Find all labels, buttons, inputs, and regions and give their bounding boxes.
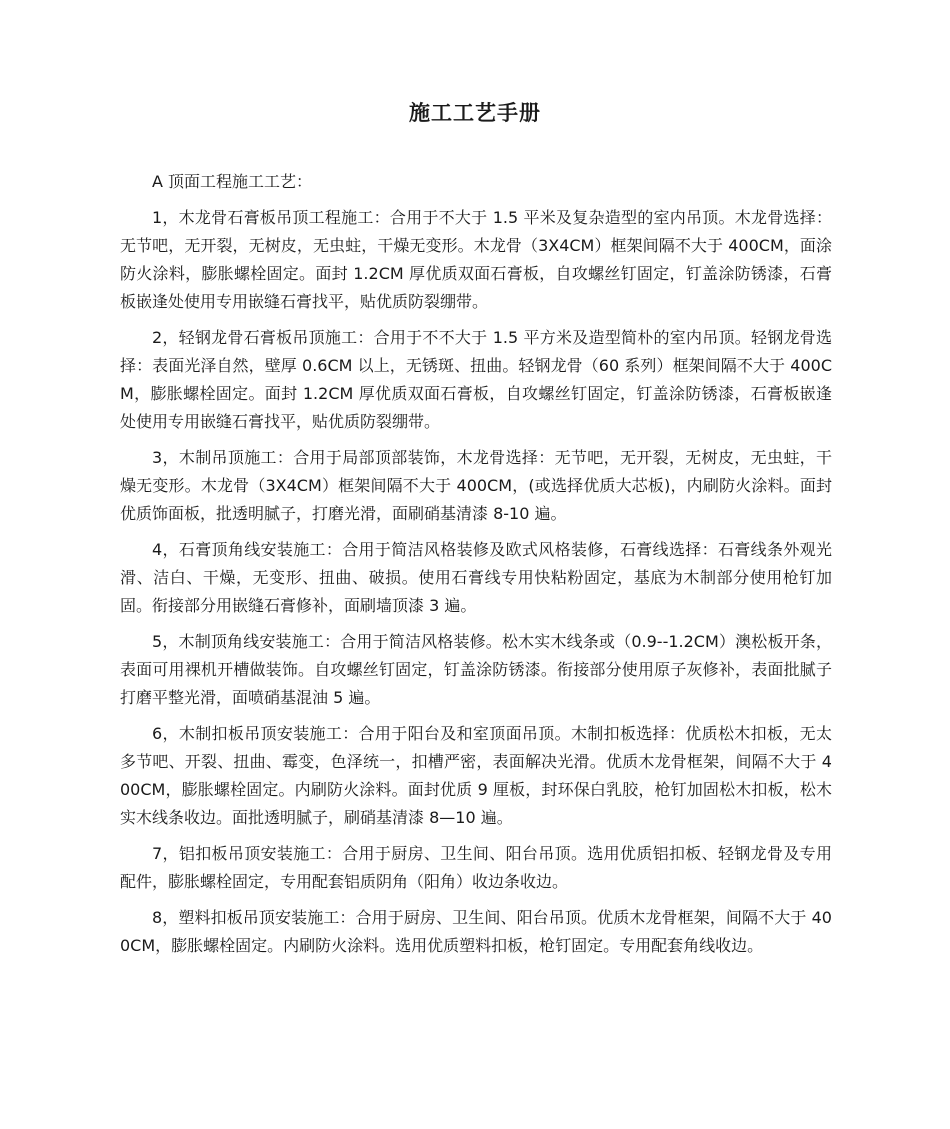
paragraph-3: 3，木制吊顶施工：合用于局部顶部装饰，木龙骨选择：无节吧，无开裂，无树皮，无虫蛀，干燥无变形。木龙骨（3X4CM）框架间隔不大于 400CM，(或选择优质大芯板)，内刷防火涂料。面封优质饰面板，批透明腻子，打磨光滑，面刷硝基清漆 8-10 遍。	[120, 448, 832, 523]
paragraph-6: 6，木制扣板吊顶安装施工：合用于阳台及和室顶面吊顶。木制扣板选择：优质松木扣板，无太多节吧、开裂、扭曲、霉变，色泽统一，扣槽严密，表面解决光滑。优质木龙骨框架，间隔不大于 400CM，膨胀螺栓固定。内刷防火涂料。面封优质 9 厘板，封环保白乳胶，枪钉加固松木扣板，松木实木线条收边。面批透明腻子，刷硝基清漆 8—10 遍。	[120, 724, 832, 827]
section-heading: A 顶面工程施工工艺：	[152, 172, 313, 191]
paragraph-5: 5，木制顶角线安装施工：合用于简洁风格装修。松木实木线条或（0.9--1.2CM）澳松板开条，表面可用裸机开槽做装饰。自攻螺丝钉固定，钉盖涂防锈漆。衔接部分使用原子灰修补，表面批腻子打磨平整光滑，面喷硝基混油 5 遍。	[120, 632, 832, 707]
paragraph-2: 2，轻钢龙骨石膏板吊顶施工：合用于不不大于 1.5 平方米及造型简朴的室内吊顶。轻钢龙骨选择：表面光泽自然，壁厚 0.6CM 以上，无锈斑、扭曲。轻钢龙骨（60 系列）框架间隔不大于 400CM，膨胀螺栓固定。面封 1.2CM 厚优质双面石膏板，自攻螺丝钉固定，钉盖涂防锈漆，石膏板嵌逢处使用专用嵌缝石膏找平，贴优质防裂绷带。	[120, 328, 832, 431]
document-title: 施工工艺手册	[409, 101, 541, 125]
paragraph-8: 8，塑料扣板吊顶安装施工：合用于厨房、卫生间、阳台吊顶。优质木龙骨框架，间隔不大于 400CM，膨胀螺栓固定。内刷防火涂料。选用优质塑料扣板，枪钉固定。专用配套角线收边。	[120, 908, 832, 955]
paragraph-4: 4，石膏顶角线安装施工：合用于简洁风格装修及欧式风格装修，石膏线选择：石膏线条外观光滑、洁白、干燥，无变形、扭曲、破损。使用石膏线专用快粘粉固定，基底为木制部分使用枪钉加固。衔接部分用嵌缝石膏修补，面刷墙顶漆 3 遍。	[120, 540, 832, 615]
paragraph-7: 7，铝扣板吊顶安装施工：合用于厨房、卫生间、阳台吊顶。选用优质铝扣板、轻钢龙骨及专用配件，膨胀螺栓固定，专用配套铝质阴角（阳角）收边条收边。	[120, 844, 832, 891]
document-body	[120, 168, 832, 968]
paragraph-1: 1，木龙骨石膏板吊顶工程施工：合用于不大于 1.5 平米及复杂造型的室内吊顶。木龙骨选择：无节吧，无开裂，无树皮，无虫蛀，干燥无变形。木龙骨（3X4CM）框架间隔不大于 400CM，面涂防火涂料，膨胀螺栓固定。面封 1.2CM 厚优质双面石膏板，自攻螺丝钉固定，钉盖涂防锈漆，石膏板嵌逢处使用专用嵌缝石膏找平，贴优质防裂绷带。	[120, 208, 832, 311]
